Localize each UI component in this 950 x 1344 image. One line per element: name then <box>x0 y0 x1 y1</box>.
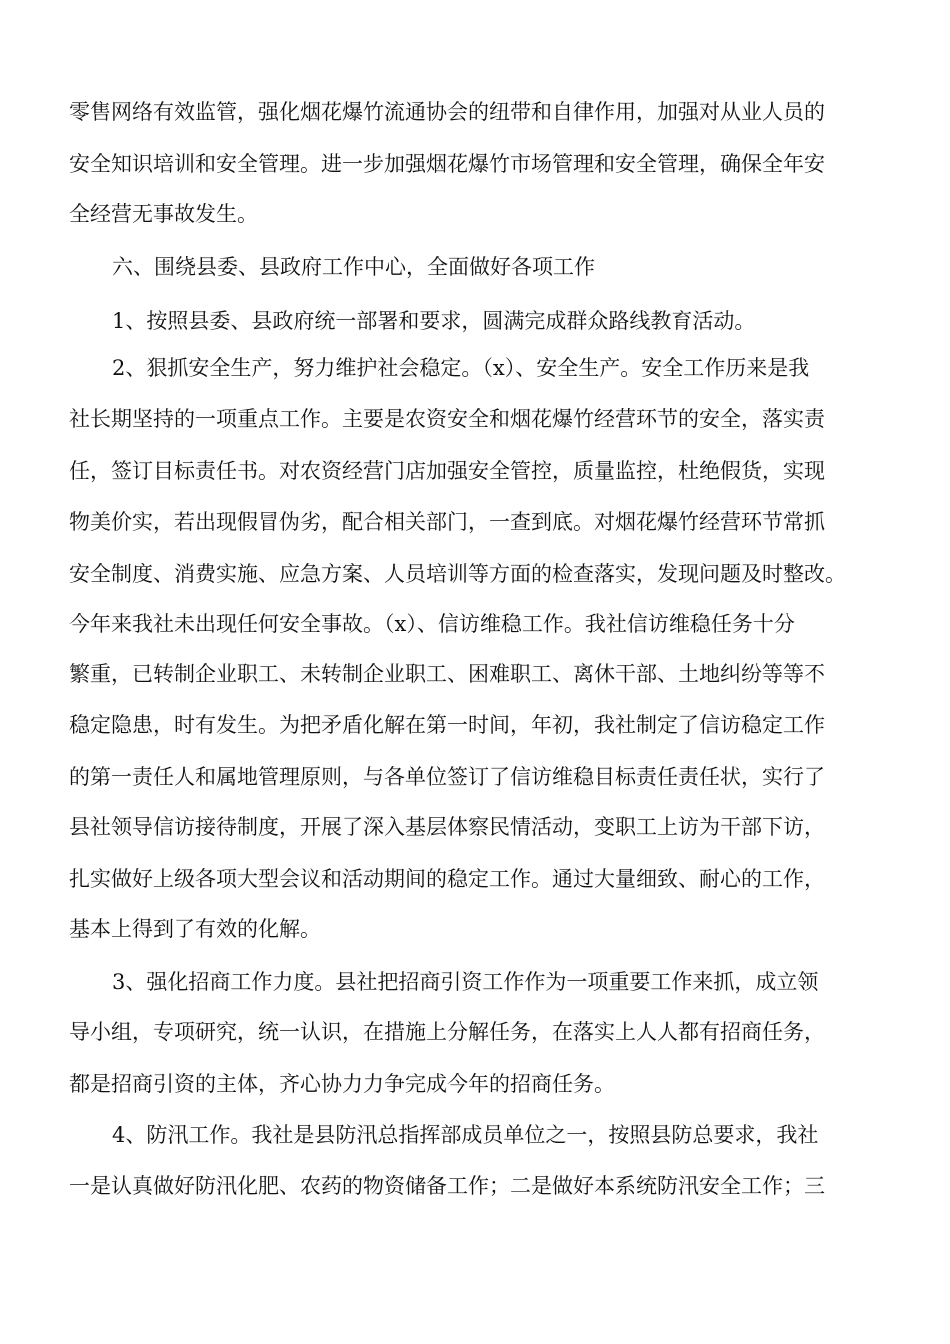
text-line: 的第一责任人和属地管理原则，与各单位签订了信访维稳目标责任责任状，实行了 <box>69 765 825 789</box>
text-line: 稳定隐患，时有发生。为把矛盾化解在第一时间，年初，我社制定了信访稳定工作 <box>69 713 825 737</box>
text-line: 繁重，已转制企业职工、未转制企业职工、困难职工、离休干部、土地纠纷等等不 <box>69 662 825 686</box>
text-line: 1、按照县委、县政府统一部署和要求，圆满完成群众路线教育活动。 <box>112 309 756 333</box>
text-line: 4、防汛工作。我社是县防汛总指挥部成员单位之一，按照县防总要求，我社 <box>112 1123 819 1147</box>
section-heading: 六、围绕县委、县政府工作中心，全面做好各项工作 <box>112 255 595 279</box>
text-line: 导小组，专项研究，统一认识，在措施上分解任务，在落实上人人都有招商任务， <box>69 1020 825 1044</box>
text-line: 安全知识培训和安全管理。进一步加强烟花爆竹市场管理和安全管理，确保全年安 <box>69 152 825 176</box>
text-line: 2、狠抓安全生产，努力维护社会稳定。（x）、安全生产。安全工作历来是我 <box>112 356 810 380</box>
text-line: 零售网络有效监管，强化烟花爆竹流通协会的纽带和自律作用，加强对从业人员的 <box>69 100 825 124</box>
text-line: 物美价实，若出现假冒伪劣，配合相关部门，一查到底。对烟花爆竹经营环节常抓 <box>69 510 825 534</box>
text-line: 都是招商引资的主体，齐心协力力争完成今年的招商任务。 <box>69 1072 615 1096</box>
text-line: 今年来我社未出现任何安全事故。（x）、信访维稳工作。我社信访维稳任务十分 <box>69 612 795 636</box>
text-line: 全经营无事故发生。 <box>69 202 258 226</box>
text-line: 任，签订目标责任书。对农资经营门店加强安全管控，质量监控，杜绝假货，实现 <box>69 459 825 483</box>
text-line: 安全制度、消费实施、应急方案、人员培训等方面的检查落实，发现问题及时整改。 <box>69 562 846 586</box>
text-line: 社长期坚持的一项重点工作。主要是农资安全和烟花爆竹经营环节的安全，落实责 <box>69 407 825 431</box>
text-line: 3、强化招商工作力度。县社把招商引资工作作为一项重要工作来抓，成立领 <box>112 970 819 994</box>
text-line: 扎实做好上级各项大型会议和活动期间的稳定工作。通过大量细致、耐心的工作， <box>69 867 825 891</box>
text-line: 基本上得到了有效的化解。 <box>69 917 321 941</box>
text-line: 一是认真做好防汛化肥、农药的物资储备工作；二是做好本系统防汛安全工作；三 <box>69 1174 825 1198</box>
text-line: 县社领导信访接待制度，开展了深入基层体察民情活动，变职工上访为干部下访， <box>69 815 825 839</box>
